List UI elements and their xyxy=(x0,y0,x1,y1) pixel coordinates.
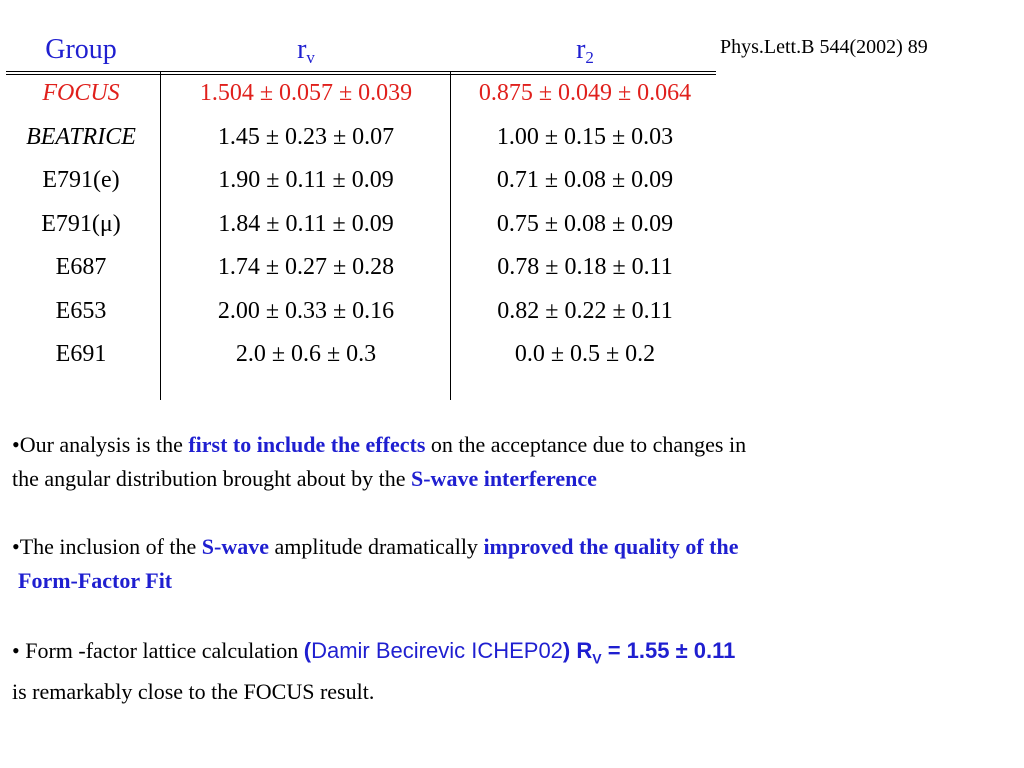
highlight-text: first to include the effects xyxy=(188,432,426,457)
cell-group: E653 xyxy=(55,297,107,324)
cell-r2: 0.82 ± 0.22 ± 0.11 xyxy=(497,297,673,324)
header-r2-sub: 2 xyxy=(585,48,594,67)
table-row xyxy=(6,246,716,290)
rv-result xyxy=(570,638,736,667)
highlight-text: S-wave interference xyxy=(411,466,597,491)
rv-value: = 1.55 ± 0.11 xyxy=(601,638,736,663)
header-group: Group xyxy=(45,34,117,65)
bullet-swave-line1 xyxy=(12,530,1012,564)
text: •The inclusion of the xyxy=(12,534,202,559)
table-row xyxy=(6,290,716,334)
table-header xyxy=(6,28,716,72)
text: amplitude dramatically xyxy=(269,534,484,559)
header-rv xyxy=(161,34,451,68)
reference-citation: Phys.Lett.B 544(2002) 89 xyxy=(720,36,928,58)
header-rv-letter: r xyxy=(297,34,307,65)
cell-group: E791(μ) xyxy=(41,210,121,237)
cell-rv: 1.504 ± 0.057 ± 0.039 xyxy=(199,80,413,106)
text: is remarkably close to the FOCUS result. xyxy=(12,679,375,705)
table-row xyxy=(6,116,716,160)
cell-rv: 1.74 ± 0.27 ± 0.28 xyxy=(217,254,395,280)
text: • Form -factor lattice calculation xyxy=(12,638,304,663)
table-row xyxy=(6,203,716,247)
bullet-swave-line2 xyxy=(12,564,1012,598)
table-row xyxy=(6,333,716,377)
cell-group: E691 xyxy=(55,341,107,367)
header-r2 xyxy=(454,34,716,68)
cell-rv: 1.45 ± 0.23 ± 0.07 xyxy=(217,123,395,150)
cell-r2: 1.00 ± 0.15 ± 0.03 xyxy=(496,123,674,150)
header-r2-letter: r xyxy=(576,34,586,65)
header-rv-sub: v xyxy=(306,48,315,67)
form-factor-table xyxy=(6,28,716,377)
highlight-text: improved the quality of the xyxy=(483,534,739,559)
paren: ( xyxy=(303,638,312,663)
highlight-text: Form-Factor Fit xyxy=(18,568,173,593)
text: •Our analysis is the xyxy=(12,432,189,457)
cell-rv: 2.00 ± 0.33 ± 0.16 xyxy=(217,297,395,324)
text: the angular distribution brought about by the xyxy=(12,466,411,491)
highlight-text: S-wave xyxy=(201,534,269,559)
cell-r2: 0.71 ± 0.08 ± 0.09 xyxy=(496,167,674,193)
rv-sub: V xyxy=(592,650,602,667)
bullet-analysis-line1 xyxy=(12,428,1012,462)
bullet-analysis xyxy=(12,428,1012,496)
bullet-swave xyxy=(12,530,1012,598)
bullet-analysis-line2 xyxy=(12,462,1012,496)
cell-rv: 1.90 ± 0.11 ± 0.09 xyxy=(218,167,394,193)
bullet-lattice-line1 xyxy=(12,634,1012,675)
table-row xyxy=(6,159,716,203)
cell-group: FOCUS xyxy=(42,80,120,106)
cell-r2: 0.75 ± 0.08 ± 0.09 xyxy=(496,210,674,237)
citation-text: Damir Becirevic ICHEP02 xyxy=(311,638,563,663)
cell-r2: 0.0 ± 0.5 ± 0.2 xyxy=(514,341,656,367)
cell-group: BEATRICE xyxy=(26,123,136,150)
cell-r2: 0.875 ± 0.049 ± 0.064 xyxy=(478,80,692,106)
bullet-lattice-line2 xyxy=(12,675,1012,709)
cell-r2: 0.78 ± 0.18 ± 0.11 xyxy=(497,254,673,280)
bullet-lattice xyxy=(12,634,1012,709)
rv-label: R xyxy=(570,638,593,663)
cell-rv: 1.84 ± 0.11 ± 0.09 xyxy=(218,210,394,237)
table-row xyxy=(6,72,716,116)
cell-group: E791(e) xyxy=(42,167,120,193)
cell-group: E687 xyxy=(55,254,107,280)
cell-rv: 2.0 ± 0.6 ± 0.3 xyxy=(235,341,377,367)
paren: ) xyxy=(562,638,571,663)
text: on the acceptance due to changes in xyxy=(425,432,747,457)
